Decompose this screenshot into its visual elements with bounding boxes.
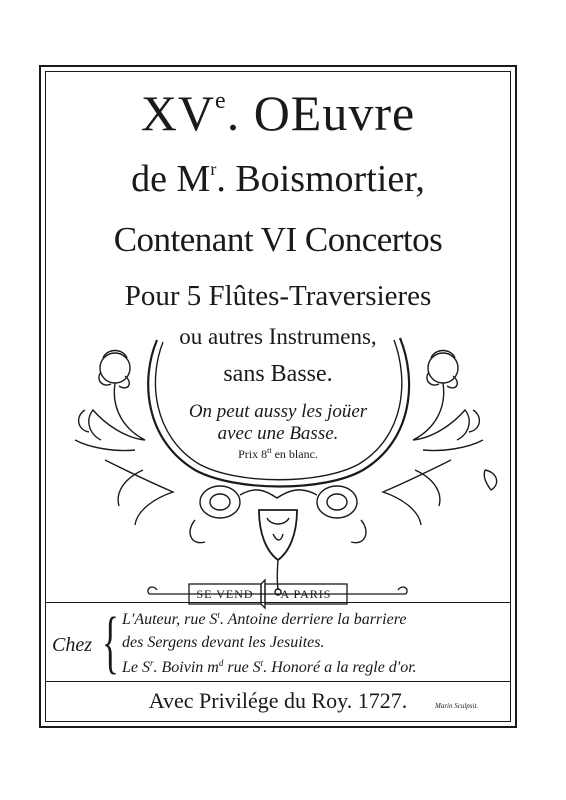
seller-line-2: des Sergens devant les Jesuites. bbox=[122, 634, 325, 651]
note-line-1: On peut aussy les joüer bbox=[188, 401, 368, 422]
divider-bottom bbox=[45, 681, 511, 682]
chez-label: Chez bbox=[52, 634, 92, 656]
alternative-line: ou autres Instrumens, bbox=[179, 324, 377, 349]
divider-top bbox=[45, 602, 511, 603]
contents-line: Contenant VI Concertos bbox=[113, 220, 443, 259]
opus-number-sup: e bbox=[215, 88, 227, 114]
author-prefix: de M bbox=[131, 158, 211, 200]
opus-title: XVe. OEuvre bbox=[140, 85, 416, 141]
price-unit: tt bbox=[267, 446, 272, 455]
opus-number: XV bbox=[140, 85, 216, 141]
price-suffix: en blanc. bbox=[274, 447, 318, 461]
brace-glyph: { bbox=[102, 604, 119, 681]
cartouche-ornament bbox=[45, 320, 511, 610]
author-line: de $M^r$. Boismortier, bbox=[131, 158, 425, 200]
sale-label-right: A PARIS bbox=[280, 587, 332, 601]
author-prefix-sup: r bbox=[210, 159, 217, 179]
seller-line-3: Le $S^r$. Boivin $m^d$ rue $S^t$. Honoré a la regle d'or. bbox=[122, 658, 417, 676]
author-name: Boismortier, bbox=[235, 158, 425, 200]
opus-word: OEuvre bbox=[253, 85, 416, 141]
engraver-signature: Marin Sculpsit. bbox=[435, 702, 479, 710]
price-line bbox=[45, 447, 511, 460]
note-line-2: avec une Basse. bbox=[217, 423, 339, 444]
price-amount: Prix 8 bbox=[238, 447, 268, 461]
seller-line-1: L'Auteur, rue $S^t$. Antoine derriere la barriere bbox=[122, 610, 407, 628]
sale-label-left: SE VEND bbox=[196, 587, 254, 601]
no-bass-line: sans Basse. bbox=[223, 361, 333, 387]
privilege-line: Avec Privilége du Roy. 1727. bbox=[148, 688, 408, 713]
instruments-line: Pour 5 Flûtes-Traversieres bbox=[124, 280, 432, 312]
